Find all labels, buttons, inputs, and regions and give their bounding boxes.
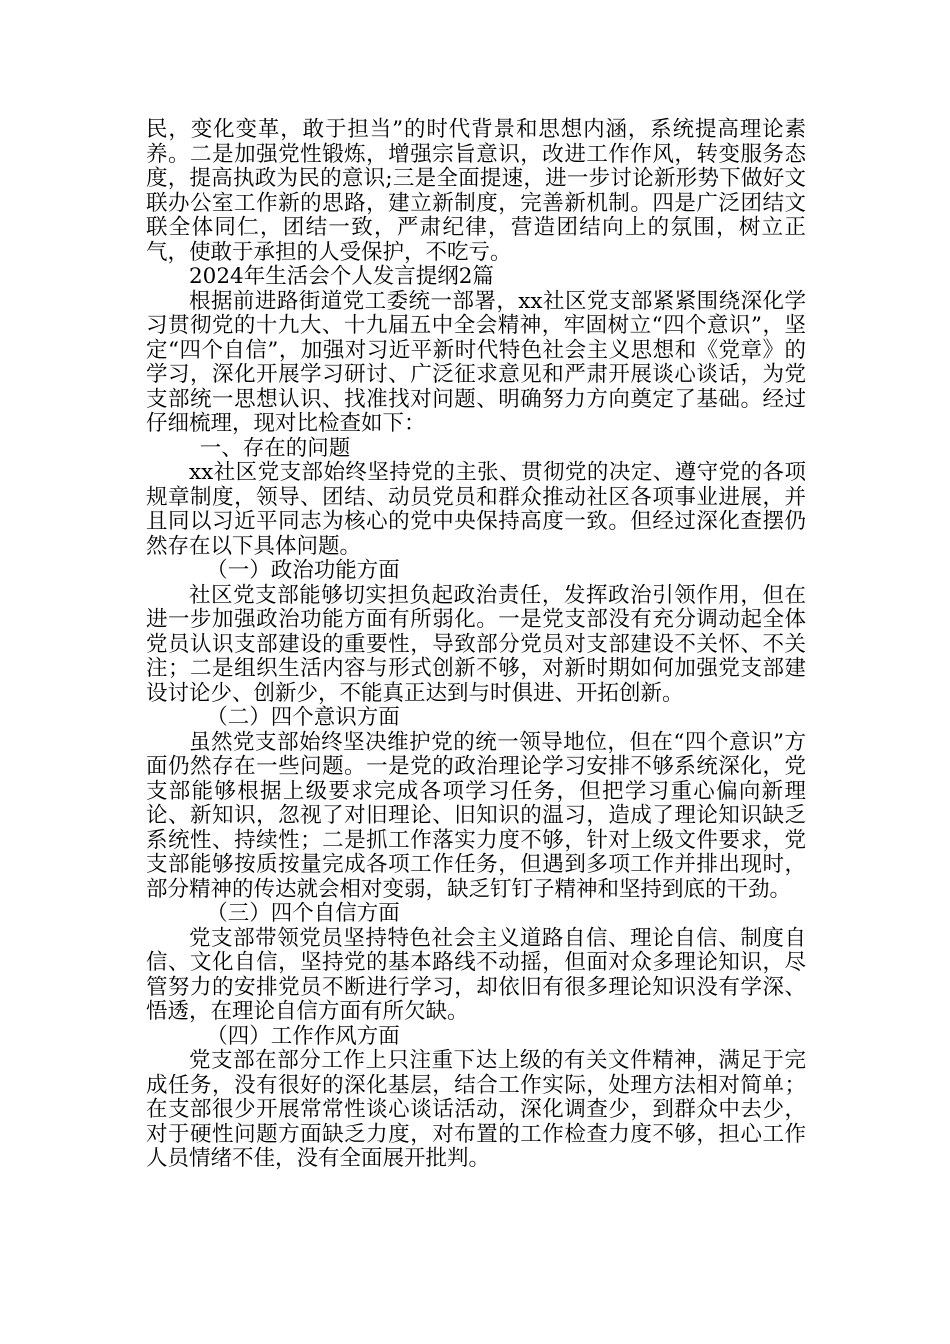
paragraph-awareness: 虽然党支部始终坚决维护党的统一领导地位，但在“四个意识”方面仍然存在一些问题。一是党的政治理论学习安排不够系统深化，党支部能够根据上级要求完成各项学习任务，但把学习重心偏向新理论、新知识，忽视了对旧理论、旧知识的温习，造成了理论知识缺乏系统性、持续性；二是抓工作落实力度不够，针对上级文件要求，党支部能够按质按量完成各项工作任务，但遇到多项工作并排出现时，部分精神的传达就会相对变弱，缺乏钉钉子精神和坚持到底的干劲。 xyxy=(146,729,806,902)
subsection-heading-workstyle: （四）工作作风方面 xyxy=(206,1023,400,1049)
subsection-heading-political: （一）政治功能方面 xyxy=(206,558,400,583)
document-title: 2024年生活会个人发言提纲2篇 xyxy=(189,264,494,289)
paragraph-continued: 民，变化变革，敢于担当”的时代背景和思想内涵，系统提高理论素养。二是加强党性锻炼，增强宗旨意识，改进工作作风，转变服务态度，提高执政为民的意识;三是全面提速，进一步讨论新形势下做好文联办公室工作新的思路，建立新制度，完善新机制。四是广泛团结文联全体同仁，团结一致，严肃纪律，营造团结向上的氛围，树立正气，使敢于承担的人受保护，不吃亏。 xyxy=(146,117,806,265)
paragraph-confidence: 党支部带领党员坚持特色社会主义道路自信、理论自信、制度自信、文化自信，坚持党的基本路线不动摇，但面对众多理论知识，尽管努力的安排党员不断进行学习，却依旧有很多理论知识没有学深、悟透，在理论自信方面有所欠缺。 xyxy=(146,925,806,1024)
paragraph-intro: 根据前进路街道党工委统一部署，xx社区党支部紧紧围绕深化学习贯彻党的十九大、十九届五中全会精神，牢固树立“四个意识”，坚定“四个自信”，加强对习近平新时代特色社会主义思想和《党章》的学习，深化开展学习研讨、广泛征求意见和严肃开展谈心谈话，为党支部统一思想认识、找准找对问题、明确努力方向奠定了基础。经过仔细梳理，现对比检查如下： xyxy=(146,288,806,436)
subsection-heading-awareness: （二）四个意识方面 xyxy=(206,705,400,730)
document-page xyxy=(146,118,806,1172)
paragraph-political: 社区党支部能够切实担负起政治责任，发挥政治引领作用，但在进一步加强政治功能方面有所弱化。一是党支部没有充分调动起全体党员认识支部建设的重要性，导致部分党员对支部建设不关怀、不关注；二是组织生活内容与形式创新不够，对新时期如何加强党支部建设讨论少、创新少，不能真正达到与时俱进、开拓创新。 xyxy=(146,582,806,706)
section-heading-problems: 一、存在的问题 xyxy=(199,435,351,461)
paragraph-problems-overview: xx社区党支部始终坚持党的主张、贯彻党的决定、遵守党的各项规章制度，领导、团结、动员党员和群众推动社区各项事业进展，并且同以习近平同志为核心的党中央保持高度一致。但经过深化查摆仍然存在以下具体问题。 xyxy=(146,460,806,559)
subsection-heading-confidence: （三）四个自信方面 xyxy=(206,901,400,926)
paragraph-workstyle: 党支部在部分工作上只注重下达上级的有关文件精神，满足于完成任务，没有很好的深化基层，结合工作实际，处理方法相对简单；在支部很少开展常常性谈心谈话活动，深化调查少，到群众中去少，对于硬性问题方面缺乏力度，对布置的工作检查力度不够，担心工作人员情绪不佳，没有全面展开批判。 xyxy=(146,1048,806,1171)
